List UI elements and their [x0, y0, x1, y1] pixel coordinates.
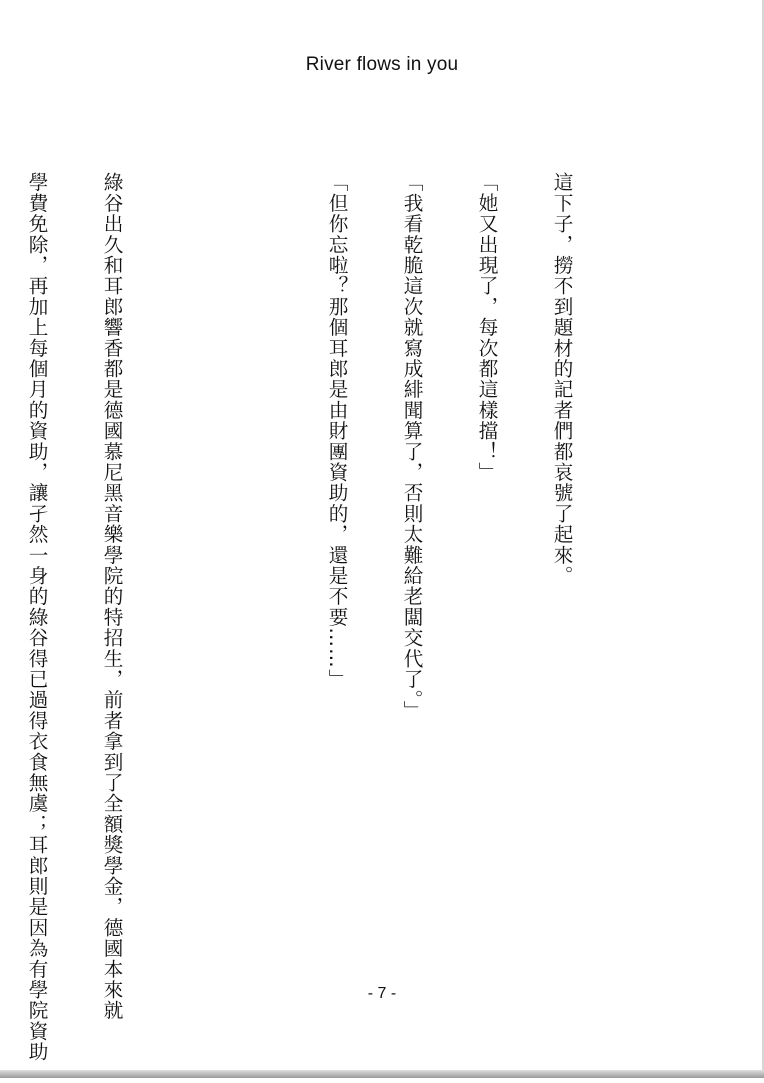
paragraph-gap: [249, 172, 274, 173]
text-line: 「我看乾脆這次就寫成緋聞算了，否則太難給老闆交代了。」: [400, 172, 423, 722]
text-line: 「但你忘啦？那個耳郎是由財團資助的，還是不要……」: [325, 172, 348, 690]
text-line: 學費免除，再加上每個月的資助，讓孑然一身的綠谷得已過得衣食無虞；耳郎則是因為有學院資助: [25, 172, 48, 1063]
body-text: [0, 172, 624, 1063]
page-number: - 7 -: [367, 985, 397, 1002]
text-line: 這下子，撈不到題材的記者們都哀號了起來。: [550, 172, 573, 586]
text-line: 綠谷出久和耳郎響香都是德國慕尼黑音樂學院的特招生，前者拿到了全額獎學金，德國本來就: [100, 172, 123, 1021]
paragraph-gap: [174, 172, 199, 173]
page-edge-bottom: [0, 1070, 764, 1078]
page-title: River flows in you: [305, 54, 459, 75]
text-line: 「她又出現了，每次都這樣擋！」: [475, 172, 498, 483]
